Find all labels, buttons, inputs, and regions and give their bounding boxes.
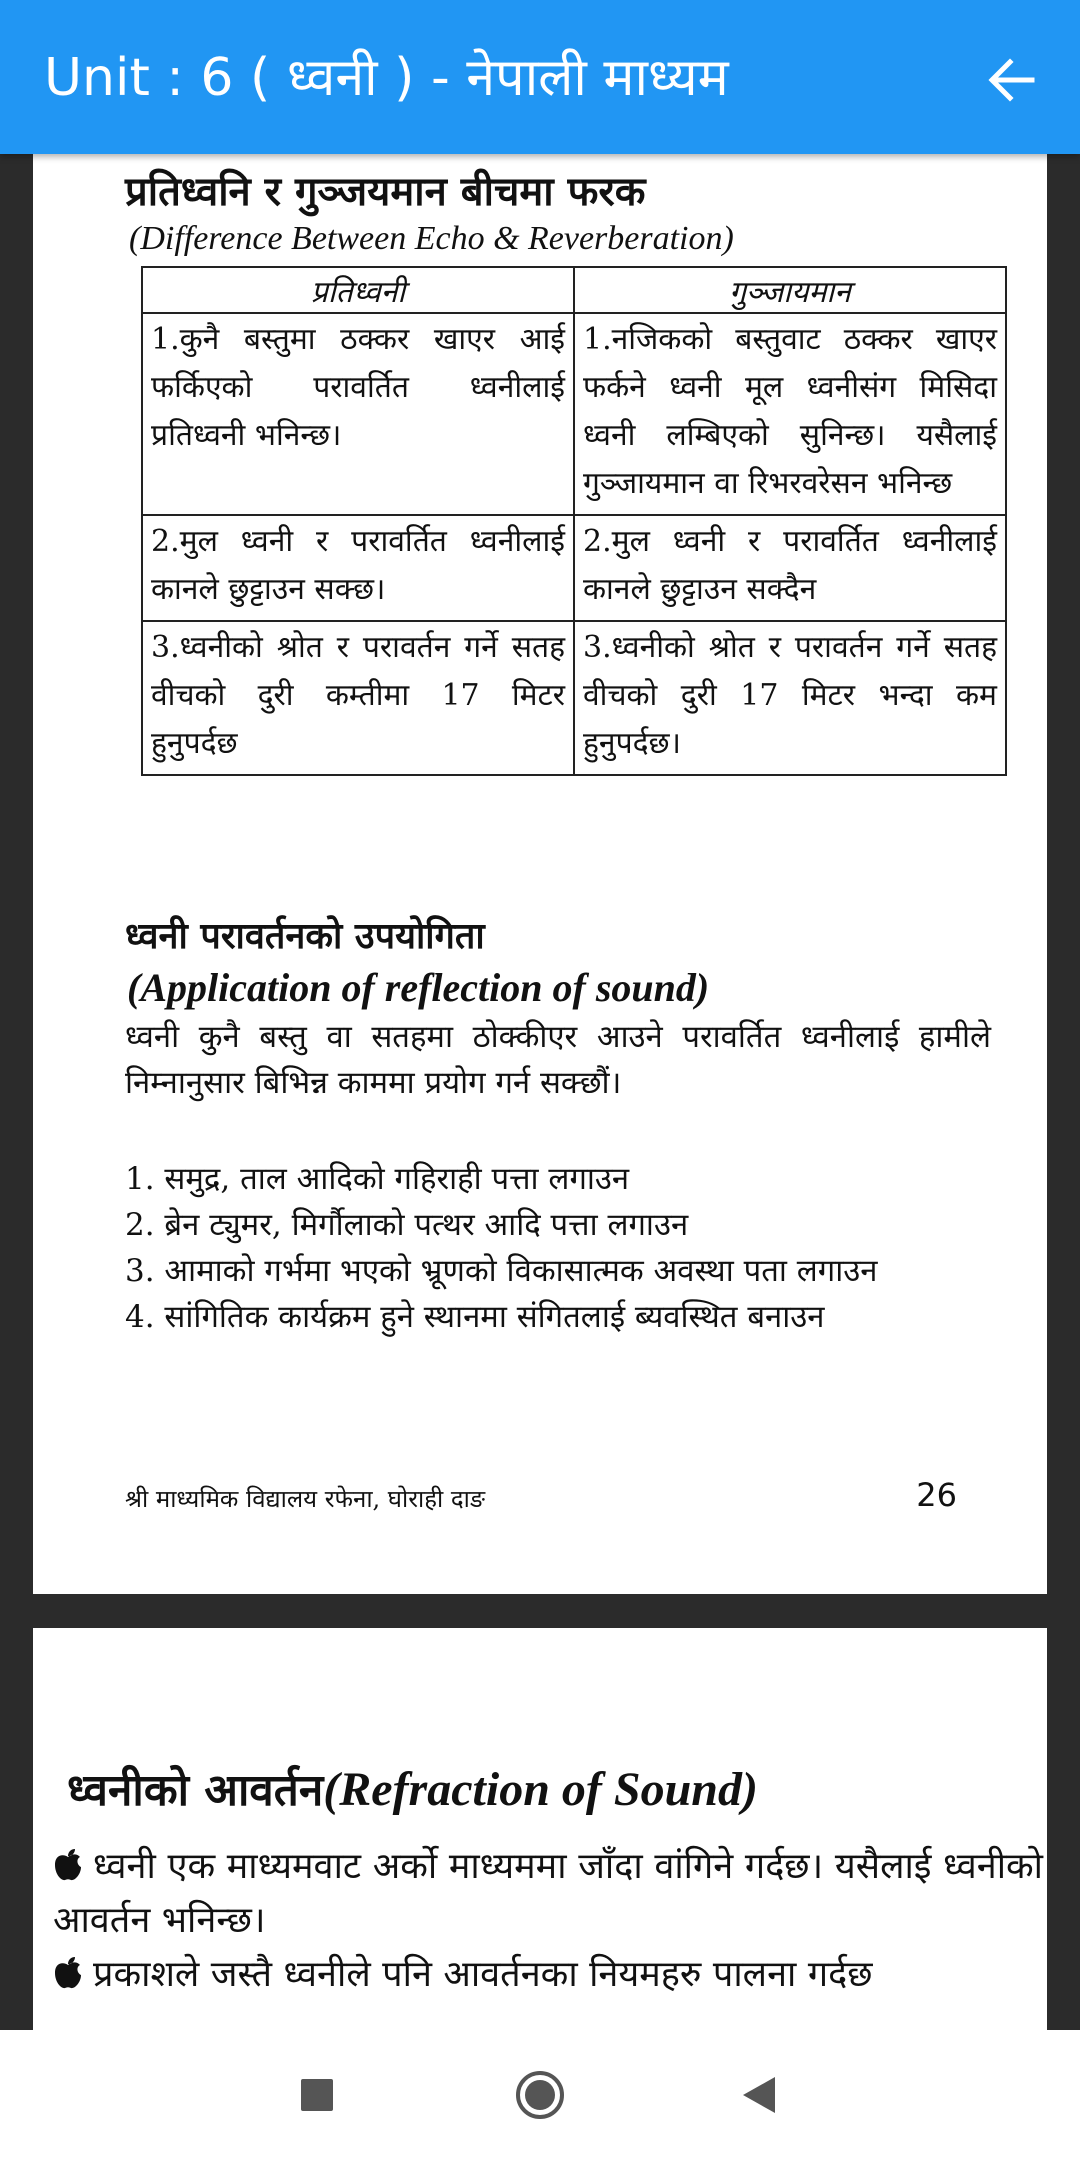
table-header: गुञ्जायमान	[574, 267, 1006, 313]
apple-icon	[53, 1952, 83, 1986]
list-item: 4. सांगितिक कार्यक्रम हुने स्थानमा संगितलाई ब्यवस्थित बनाउन	[125, 1299, 825, 1335]
list-item	[53, 1840, 1043, 1948]
bullet-text: प्रकाशले जस्तै ध्वनीले पनि आवर्तनका नियमहरु पालना गर्दछ	[93, 1954, 873, 1995]
page-heading: प्रतिध्वनि र गुञ्जयमान बीचमा फरक	[125, 169, 646, 215]
table-row	[142, 313, 1006, 515]
list-item: 3. आमाको गर्भमा भएको भ्रूणको विकासात्मक अवस्था पता लगाउन	[125, 1253, 878, 1289]
app-bar	[0, 0, 1080, 154]
table-header: प्रतिध्वनी	[142, 267, 574, 313]
bullet-list	[53, 1840, 1043, 2002]
home-icon[interactable]	[505, 2060, 575, 2130]
recent-apps-icon[interactable]	[282, 2060, 352, 2130]
table-cell: 1.नजिकको बस्तुवाट ठक्कर खाएर फर्कने ध्वनी मूल ध्वनीसंग मिसिदा ध्वनी लम्बिएको सुनिन्छ। यसैलाई गुञ्जायमान वा रिभरवरेसन भनिन्छ	[574, 313, 1006, 515]
list-item: 2. ब्रेन ट्युमर, मिर्गौलाको पत्थर आदि पत्ता लगाउन	[125, 1207, 689, 1243]
table-cell: 3.ध्वनीको श्रोत र परावर्तन गर्ने सतह वीचको दुरी कम्तीमा 17 मिटर हुनुपर्दछ	[142, 621, 574, 775]
page-number: 26	[916, 1476, 957, 1514]
table-cell: 1.कुनै बस्तुमा ठक्कर खाएर आई फर्किएको परावर्तित ध्वनीलाई प्रतिध्वनी भनिन्छ।	[142, 313, 574, 515]
app-title: Unit : 6 ( ध्वनी ) - नेपाली माध्यम	[44, 48, 729, 108]
document-page	[33, 154, 1047, 1594]
application-list	[125, 1156, 991, 1340]
table-cell: 2.मुल ध्वनी र परावर्तित ध्वनीलाई कानले छुट्टाउन सक्छ।	[142, 515, 574, 621]
back-triangle-icon[interactable]	[725, 2060, 795, 2130]
section-heading: ध्वनी परावर्तनको उपयोगिता	[125, 916, 485, 957]
page-heading	[67, 1758, 758, 1818]
apple-icon	[53, 1844, 83, 1878]
heading-nepali: ध्वनीको आवर्तन	[67, 1765, 324, 1816]
page-subheading: (Difference Between Echo & Reverberation)	[129, 220, 734, 257]
bullet-text: ध्वनी एक माध्यमवाट अर्को माध्यममा जाँदा वांगिने गर्दछ। यसैलाई ध्वनीको आवर्तन भनिन्छ।	[53, 1846, 1043, 1941]
school-footer: श्री माध्यमिक विद्यालय रफेना, घोराही दाङ	[125, 1485, 486, 1513]
comparison-table	[141, 266, 1007, 776]
table-row	[142, 515, 1006, 621]
document-page	[33, 1628, 1047, 2030]
table-cell: 2.मुल ध्वनी र परावर्तित ध्वनीलाई कानले छुट्टाउन सक्दैन	[574, 515, 1006, 621]
system-nav-bar	[0, 2030, 1080, 2160]
table-cell: 3.ध्वनीको श्रोत र परावर्तन गर्ने सतह वीचको दुरी 17 मिटर भन्दा कम हुनुपर्दछ।	[574, 621, 1006, 775]
list-item	[53, 1948, 1043, 2002]
section-heading-english: (Application of reflection of sound)	[127, 965, 710, 1010]
arrow-left-icon[interactable]	[980, 48, 1044, 112]
document-viewer[interactable]	[0, 154, 1080, 2030]
list-item: 1. समुद्र, ताल आदिको गहिराही पत्ता लगाउन	[125, 1161, 630, 1197]
heading-english: (Refraction of Sound)	[323, 1763, 758, 1816]
paragraph: ध्वनी कुनै बस्तु वा सतहमा ठोक्कीएर आउने परावर्तित ध्वनीलाई हामीले निम्नानुसार बिभिन्न काममा प्रयोग गर्न सक्छौं।	[125, 1019, 991, 1101]
table-row	[142, 621, 1006, 775]
